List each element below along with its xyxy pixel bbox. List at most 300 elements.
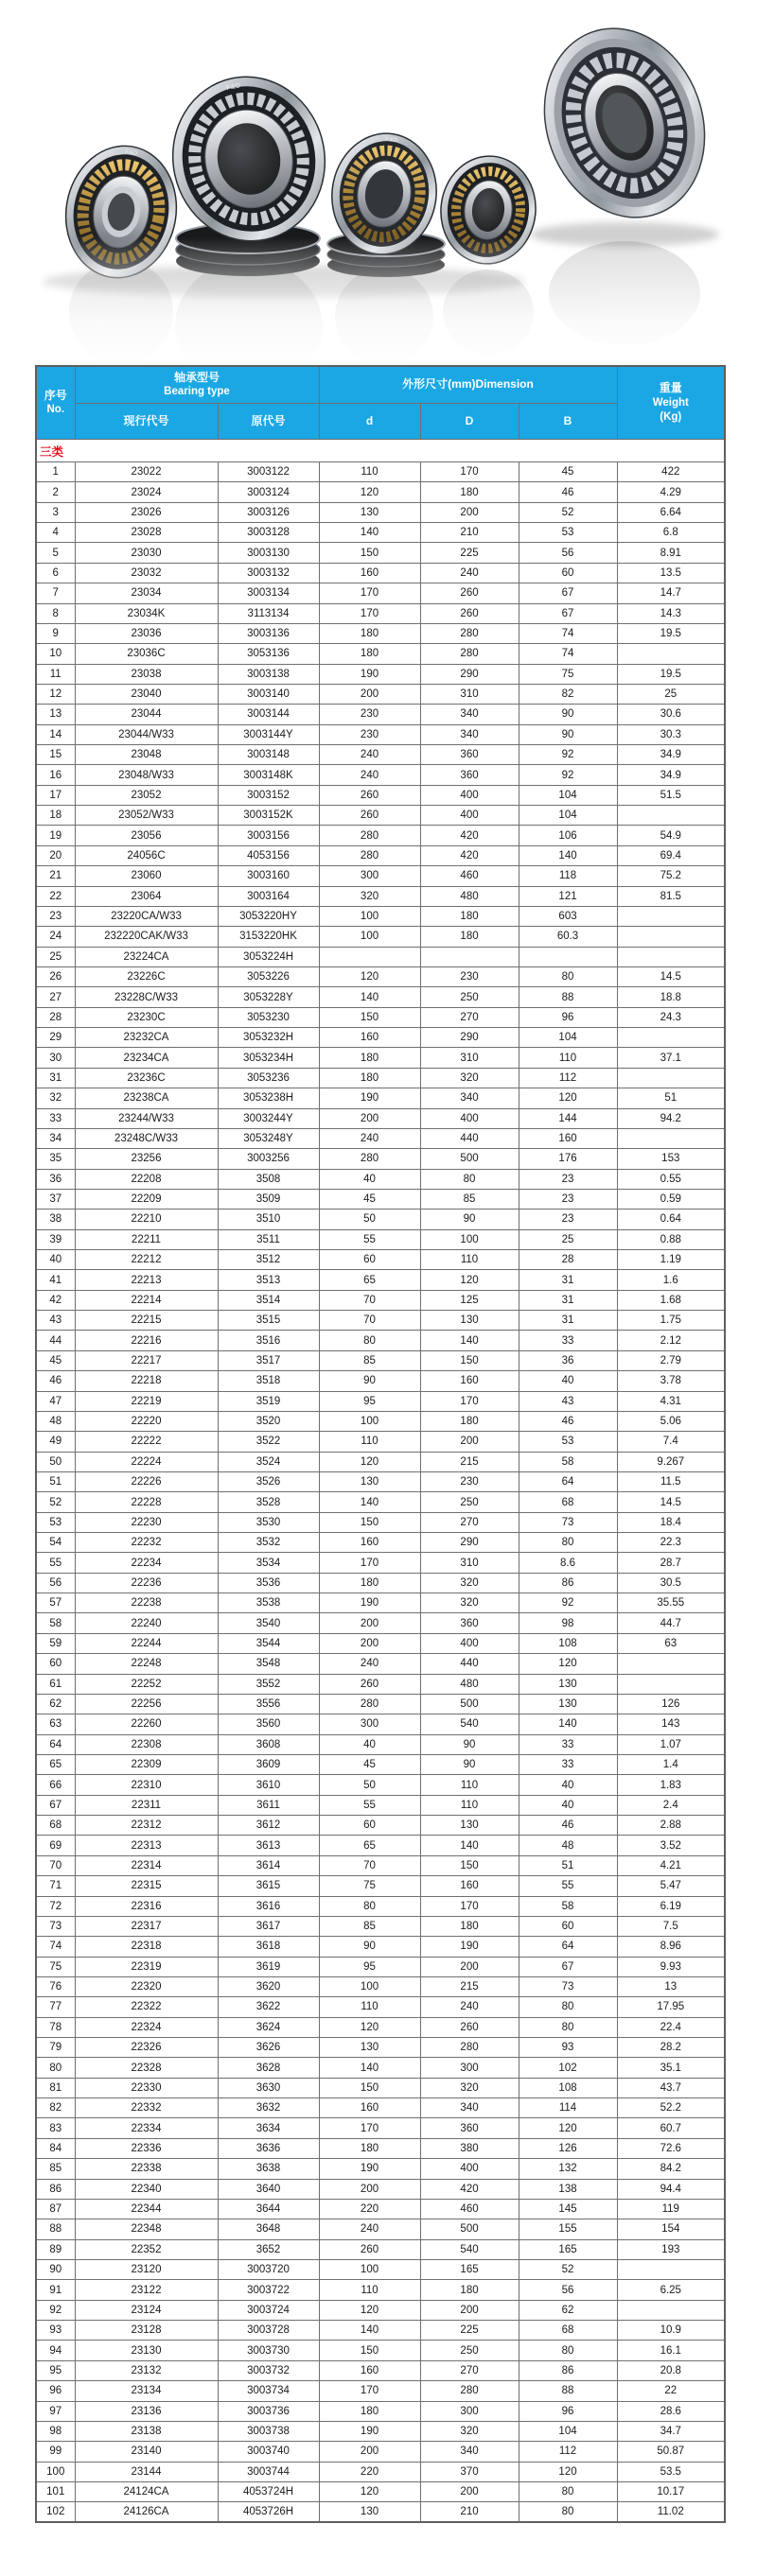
cell-original_code: 3053248Y (218, 1128, 319, 1148)
header-bearing-type-zh: 轴承型号 (174, 370, 220, 384)
cell-d: 50 (319, 1210, 420, 1229)
cell-current_code: 23034K (75, 603, 218, 623)
cell-original_code: 3540 (218, 1613, 319, 1633)
table-row (36, 1916, 725, 1936)
cell-d: 170 (319, 2381, 420, 2401)
cell-current_code: 22330 (75, 2078, 218, 2097)
cell-D: 280 (420, 644, 519, 664)
cell-d: 260 (319, 2239, 420, 2259)
cell-no: 85 (36, 2159, 75, 2179)
cell-weight: 60.7 (617, 2118, 725, 2138)
cell-D: 480 (420, 886, 519, 906)
cell-B: 46 (519, 482, 617, 502)
cell-d: 150 (319, 1007, 420, 1027)
cell-d: 280 (319, 1694, 420, 1714)
cell-current_code: 22315 (75, 1876, 218, 1896)
cell-D: 190 (420, 1937, 519, 1957)
table-row (36, 2219, 725, 2239)
cell-D: 230 (420, 1471, 519, 1491)
table-row (36, 1633, 725, 1653)
table-row (36, 1189, 725, 1209)
cell-weight: 28.2 (617, 2038, 725, 2058)
table-row (36, 462, 725, 482)
cell-current_code: 22317 (75, 1916, 218, 1936)
cell-no: 61 (36, 1674, 75, 1694)
cell-original_code: 3003148K (218, 765, 319, 785)
table-row (36, 1976, 725, 1996)
cell-current_code: 22314 (75, 1855, 218, 1875)
cell-no: 82 (36, 2098, 75, 2118)
cell-d: 130 (319, 2502, 420, 2522)
cell-no: 3 (36, 502, 75, 522)
cell-original_code: 3003132 (218, 563, 319, 583)
cell-weight: 18.8 (617, 987, 725, 1007)
cell-original_code: 3634 (218, 2118, 319, 2138)
cell-current_code: 22322 (75, 1997, 218, 2017)
cell-B: 112 (519, 2442, 617, 2462)
cell-current_code: 22210 (75, 1210, 218, 1229)
table-row (36, 1311, 725, 1331)
cell-weight: 2.88 (617, 1816, 725, 1836)
header-dimension (319, 366, 617, 404)
cell-weight: 2.12 (617, 1331, 725, 1350)
table-row (36, 1714, 725, 1734)
table-row (36, 1795, 725, 1815)
cell-no: 16 (36, 765, 75, 785)
cell-d: 50 (319, 1775, 420, 1795)
cell-D: 215 (420, 1976, 519, 1996)
cell-D: 310 (420, 684, 519, 704)
cell-current_code: 23056 (75, 826, 218, 845)
cell-no: 86 (36, 2179, 75, 2199)
cell-B: 93 (519, 2038, 617, 2058)
cell-current_code: 23232CA (75, 1028, 218, 1048)
cell-D: 280 (420, 2038, 519, 2058)
cell-D: 90 (420, 1755, 519, 1775)
cell-weight: 8.96 (617, 1937, 725, 1957)
table-row (36, 1128, 725, 1148)
cell-d: 200 (319, 2179, 420, 2199)
cell-no: 70 (36, 1855, 75, 1875)
cell-no: 96 (36, 2381, 75, 2401)
cell-original_code: 3526 (218, 1471, 319, 1491)
cell-no: 47 (36, 1391, 75, 1411)
cell-original_code: 3508 (218, 1169, 319, 1189)
table-row (36, 724, 725, 744)
cell-no: 42 (36, 1290, 75, 1310)
reflection-fade (0, 236, 757, 365)
cell-B: 73 (519, 1512, 617, 1532)
bearing-large-right (519, 6, 731, 240)
cell-original_code: 3636 (218, 2138, 319, 2158)
cell-current_code: 22332 (75, 2098, 218, 2118)
cell-D: 125 (420, 1290, 519, 1310)
cell-D: 400 (420, 2159, 519, 2179)
cell-D: 340 (420, 724, 519, 744)
cell-d: 230 (319, 705, 420, 724)
cell-d: 170 (319, 1553, 420, 1573)
cell-d: 260 (319, 1674, 420, 1694)
table-row (36, 482, 725, 502)
table-row (36, 845, 725, 865)
cell-d: 220 (319, 2462, 420, 2481)
cell-B: 46 (519, 1816, 617, 1836)
cell-B: 112 (519, 1068, 617, 1088)
cell-D: 270 (420, 2360, 519, 2380)
cell-B: 155 (519, 2219, 617, 2239)
header-weight (617, 366, 725, 440)
cell-weight: 24.3 (617, 1007, 725, 1027)
cell-current_code: 23034 (75, 583, 218, 603)
cell-no: 21 (36, 866, 75, 886)
cell-d: 160 (319, 2098, 420, 2118)
cell-weight: 34.7 (617, 2421, 725, 2441)
table-row (36, 1775, 725, 1795)
cell-B: 120 (519, 2462, 617, 2481)
cell-original_code: 3003134 (218, 583, 319, 603)
cell-original_code: 3519 (218, 1391, 319, 1411)
cell-weight: 44.7 (617, 1613, 725, 1633)
cell-B: 67 (519, 603, 617, 623)
cell-d: 60 (319, 1250, 420, 1270)
cell-B: 106 (519, 826, 617, 845)
cell-original_code: 3053236 (218, 1068, 319, 1088)
cell-B: 86 (519, 1573, 617, 1593)
cell-no: 33 (36, 1108, 75, 1128)
cell-no: 32 (36, 1088, 75, 1108)
table-row (36, 1471, 725, 1491)
cell-d: 90 (319, 1371, 420, 1391)
cell-D: 280 (420, 623, 519, 643)
cell-B: 165 (519, 2239, 617, 2259)
cell-no: 7 (36, 583, 75, 603)
table-row (36, 2038, 725, 2058)
cell-current_code: 23030 (75, 543, 218, 563)
table-header (36, 366, 725, 440)
cell-D: 500 (420, 2219, 519, 2239)
cell-weight: 14.7 (617, 583, 725, 603)
table-row (36, 2159, 725, 2179)
cell-no: 58 (36, 1613, 75, 1633)
table-row (36, 2199, 725, 2219)
cell-original_code: 3003144 (218, 705, 319, 724)
table-row (36, 886, 725, 906)
cell-no: 46 (36, 1371, 75, 1391)
cell-current_code: 23136 (75, 2401, 218, 2421)
cell-D: 440 (420, 1654, 519, 1674)
table-row (36, 2098, 725, 2118)
cell-d: 75 (319, 1876, 420, 1896)
table-row (36, 1492, 725, 1512)
table-row (36, 2481, 725, 2501)
cell-original_code: 3544 (218, 1633, 319, 1653)
table-row (36, 1533, 725, 1553)
table-row (36, 2300, 725, 2320)
cell-original_code: 3053228Y (218, 987, 319, 1007)
cell-weight: 94.4 (617, 2179, 725, 2199)
cell-no: 36 (36, 1169, 75, 1189)
cell-D: 210 (420, 523, 519, 543)
cell-no: 41 (36, 1270, 75, 1290)
table-row (36, 806, 725, 826)
cell-original_code: 3622 (218, 1997, 319, 2017)
cell-d: 55 (319, 1795, 420, 1815)
cell-no: 13 (36, 705, 75, 724)
cell-B: 86 (519, 2360, 617, 2380)
cell-B: 58 (519, 1452, 617, 1471)
cell-weight: 126 (617, 1694, 725, 1714)
header-no (36, 366, 75, 440)
cell-B: 48 (519, 1836, 617, 1855)
cell-current_code: 22336 (75, 2138, 218, 2158)
cell-no: 64 (36, 1734, 75, 1754)
cell-weight: 34.9 (617, 765, 725, 785)
cell-original_code: 3556 (218, 1694, 319, 1714)
cell-B: 40 (519, 1795, 617, 1815)
cell-no: 10 (36, 644, 75, 664)
cell-d: 100 (319, 2259, 420, 2279)
cell-weight: 10.9 (617, 2321, 725, 2341)
cell-weight: 22.3 (617, 1533, 725, 1553)
cell-weight: 5.06 (617, 1411, 725, 1431)
cell-original_code: 3644 (218, 2199, 319, 2219)
cell-current_code: 23128 (75, 2321, 218, 2341)
cell-no: 27 (36, 987, 75, 1007)
cell-current_code: 22252 (75, 1674, 218, 1694)
cell-B: 33 (519, 1734, 617, 1754)
cell-original_code: 4053726H (218, 2502, 319, 2522)
cell-D: 320 (420, 1573, 519, 1593)
cell-original_code: 3003744 (218, 2462, 319, 2481)
cell-current_code: 22334 (75, 2118, 218, 2138)
cell-B: 132 (519, 2159, 617, 2179)
cell-B: 118 (519, 866, 617, 886)
cell-weight (617, 806, 725, 826)
cell-B: 92 (519, 745, 617, 765)
cell-B: 64 (519, 1471, 617, 1491)
cell-B: 90 (519, 724, 617, 744)
cell-B: 43 (519, 1391, 617, 1411)
cell-B: 56 (519, 543, 617, 563)
cell-D: 420 (420, 845, 519, 865)
cell-B: 23 (519, 1210, 617, 1229)
cell-d: 120 (319, 2481, 420, 2501)
cell-no: 98 (36, 2421, 75, 2441)
cell-D: 540 (420, 2239, 519, 2259)
table-row (36, 1734, 725, 1754)
cell-B (519, 947, 617, 966)
cell-weight: 0.88 (617, 1229, 725, 1249)
cell-d: 65 (319, 1270, 420, 1290)
header-bearing-type (75, 366, 319, 404)
cell-d: 130 (319, 1471, 420, 1491)
cell-current_code: 22338 (75, 2159, 218, 2179)
table-row (36, 563, 725, 583)
product-photo (0, 0, 757, 365)
cell-no: 76 (36, 1976, 75, 1996)
cell-original_code: 3003736 (218, 2401, 319, 2421)
cell-weight: 53.5 (617, 2462, 725, 2481)
table-row (36, 543, 725, 563)
cell-B: 108 (519, 1633, 617, 1653)
cell-d: 90 (319, 1937, 420, 1957)
cell-weight: 20.8 (617, 2360, 725, 2380)
cell-d: 40 (319, 1169, 420, 1189)
cell-no: 44 (36, 1331, 75, 1350)
cell-D: 340 (420, 2442, 519, 2462)
cell-original_code: 3609 (218, 1755, 319, 1775)
cell-weight: 13.5 (617, 563, 725, 583)
cell-B: 52 (519, 502, 617, 522)
table-row (36, 1229, 725, 1249)
cell-no: 40 (36, 1250, 75, 1270)
cell-D: 310 (420, 1553, 519, 1573)
cell-current_code: 22224 (75, 1452, 218, 1471)
cell-original_code: 3053230 (218, 1007, 319, 1027)
cell-original_code: 3003144Y (218, 724, 319, 744)
cell-no: 6 (36, 563, 75, 583)
header-bearing-type-en: Bearing type (164, 386, 230, 398)
cell-D: 260 (420, 2017, 519, 2037)
cell-no: 5 (36, 543, 75, 563)
cell-no: 38 (36, 1210, 75, 1229)
cell-original_code: 3612 (218, 1816, 319, 1836)
cell-D: 360 (420, 1613, 519, 1633)
cell-D: 150 (420, 1350, 519, 1370)
cell-current_code: 22344 (75, 2199, 218, 2219)
cell-current_code: 23238CA (75, 1088, 218, 1108)
table-row (36, 2421, 725, 2441)
cell-no: 93 (36, 2321, 75, 2341)
cell-original_code: 3512 (218, 1250, 319, 1270)
cell-weight: 72.6 (617, 2138, 725, 2158)
cell-B: 31 (519, 1290, 617, 1310)
cell-d: 180 (319, 644, 420, 664)
cell-D: 250 (420, 1492, 519, 1512)
cell-weight: 63 (617, 1633, 725, 1653)
table-row (36, 1957, 725, 1976)
cell-original_code: 3536 (218, 1573, 319, 1593)
cell-B: 80 (519, 2017, 617, 2037)
cell-current_code: 23124 (75, 2300, 218, 2320)
cell-current_code: 22308 (75, 1734, 218, 1754)
cell-d: 110 (319, 2280, 420, 2300)
cell-D: 230 (420, 966, 519, 986)
cell-B: 114 (519, 2098, 617, 2118)
cell-d: 150 (319, 1512, 420, 1532)
cell-no: 60 (36, 1654, 75, 1674)
cell-no: 29 (36, 1028, 75, 1048)
cell-original_code: 3003152K (218, 806, 319, 826)
cell-original_code: 3053232H (218, 1028, 319, 1048)
cell-d: 240 (319, 1654, 420, 1674)
table-row (36, 826, 725, 845)
cell-d: 95 (319, 1391, 420, 1411)
cell-original_code: 3003724 (218, 2300, 319, 2320)
cell-D: 420 (420, 2179, 519, 2199)
cell-d: 170 (319, 603, 420, 623)
cell-no: 28 (36, 1007, 75, 1027)
cell-current_code: 22256 (75, 1694, 218, 1714)
cell-d: 65 (319, 1836, 420, 1855)
cell-D: 215 (420, 1452, 519, 1471)
cell-no: 1 (36, 462, 75, 482)
cell-original_code: 3516 (218, 1331, 319, 1350)
cell-D: 250 (420, 987, 519, 1007)
table-row (36, 1432, 725, 1452)
cell-no: 25 (36, 947, 75, 966)
cell-d: 140 (319, 1492, 420, 1512)
cell-weight: 28.7 (617, 1553, 725, 1573)
table-row (36, 1997, 725, 2017)
table-row (36, 866, 725, 886)
cell-no: 100 (36, 2462, 75, 2481)
cell-original_code: 3648 (218, 2219, 319, 2239)
cell-weight (617, 1028, 725, 1048)
cell-d: 110 (319, 1997, 420, 2017)
table-row (36, 987, 725, 1007)
cell-original_code: 3617 (218, 1916, 319, 1936)
cell-d: 140 (319, 987, 420, 1007)
cell-d: 100 (319, 906, 420, 926)
cell-no: 39 (36, 1229, 75, 1249)
cell-d: 190 (319, 1593, 420, 1613)
cell-current_code: 22209 (75, 1189, 218, 1209)
cell-B: 110 (519, 1048, 617, 1068)
cell-D: 360 (420, 2118, 519, 2138)
cell-original_code: 3003148 (218, 745, 319, 765)
cell-original_code: 3003734 (218, 2381, 319, 2401)
cell-original_code: 3624 (218, 2017, 319, 2037)
cell-B: 64 (519, 1937, 617, 1957)
cell-no: 34 (36, 1128, 75, 1148)
cell-d: 170 (319, 583, 420, 603)
cell-D: 110 (420, 1775, 519, 1795)
cell-d: 280 (319, 1149, 420, 1169)
table-body (36, 440, 725, 2523)
table-row (36, 785, 725, 805)
table-row (36, 1896, 725, 1916)
table-row (36, 2401, 725, 2421)
cell-d: 240 (319, 745, 420, 765)
cell-original_code: 3520 (218, 1411, 319, 1431)
cell-B: 52 (519, 2259, 617, 2279)
table-row (36, 1250, 725, 1270)
cell-d: 120 (319, 2300, 420, 2320)
cell-current_code: 23140 (75, 2442, 218, 2462)
cell-no: 49 (36, 1432, 75, 1452)
cell-current_code: 22352 (75, 2239, 218, 2259)
cell-weight: 6.8 (617, 523, 725, 543)
cell-weight: 4.31 (617, 1391, 725, 1411)
cell-no: 68 (36, 1816, 75, 1836)
table-row (36, 1593, 725, 1613)
cell-weight: 30.3 (617, 724, 725, 744)
cell-weight: 1.19 (617, 1250, 725, 1270)
cell-no: 72 (36, 1896, 75, 1916)
table-row (36, 2381, 725, 2401)
cell-no: 48 (36, 1411, 75, 1431)
cell-D: 180 (420, 1411, 519, 1431)
table-row (36, 1088, 725, 1108)
cell-current_code: 22214 (75, 1290, 218, 1310)
table-row (36, 1674, 725, 1694)
table-row (36, 947, 725, 966)
cell-weight: 22.4 (617, 2017, 725, 2037)
cell-d (319, 947, 420, 966)
cell-weight: 0.55 (617, 1169, 725, 1189)
cell-D: 260 (420, 583, 519, 603)
